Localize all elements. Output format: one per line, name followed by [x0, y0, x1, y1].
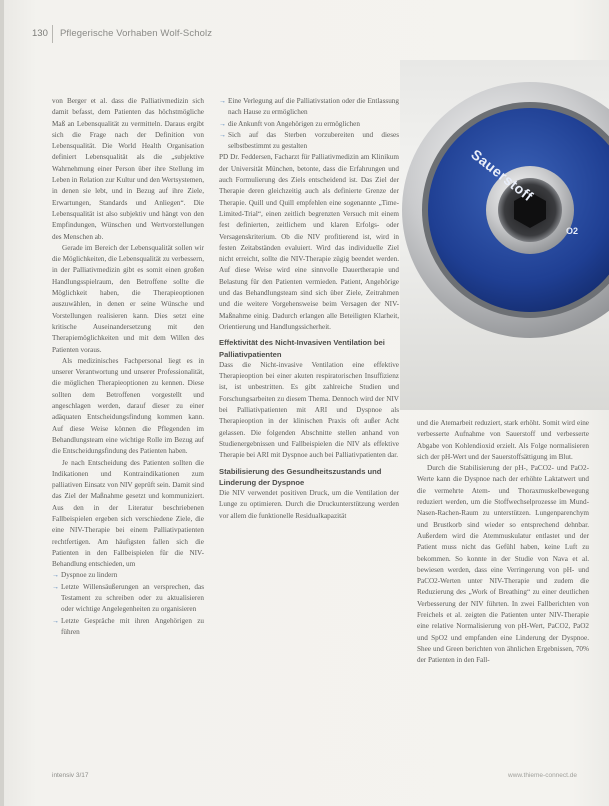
text-column-3	[417, 418, 589, 758]
header-divider	[52, 25, 53, 43]
page-header	[18, 28, 598, 42]
paragraph: von Berger et al. dass die Palliativmedizin sich damit befasst, dem Patienten das höchstmögliche Maß an Lebensqualität zu vermitteln. Daraus ergibt sich die Frage nach der Definition von Lebensqualität. Die World Health Organisation definiert Lebensqualität als die „subjektive Wahrnehmung einer Person über ihre Stellung im Leben in Relation zur Kultur und den Wertsystemen, in denen sie lebt, und in Bezug auf ihre Ziele, Erwartungen, Standards und Anliegen“. Die Lebensqualität ist also subjektiv und hängt von den Empfindungen, Wünschen und Wertvorstellungen des Menschen ab.	[52, 97, 204, 241]
goal-list-continued	[219, 96, 399, 152]
page-number: 130	[32, 28, 48, 39]
paragraph: Je nach Entscheidung des Patienten sollten die Indikationen und Kontraindikationen zum palliativen Einsatz von NIV geprüft sein. Damit sind das Ziel der Maßnahme gesetzt und kommuniziert. Aus den in der Literatur beschriebenen Fallbeispielen ergeben sich verschiedene Ziele, die eine NIV-Therapie bei einem Palliativpatienten rechtfertigen. Am häufigsten fallen sich die Patienten in den Fallbeispielen für die NIV-Behandlung entschieden, um	[52, 458, 204, 569]
list-item: → die Ankunft von Angehörigen zu ermöglichen	[219, 119, 399, 130]
oxygen-label: Sauerstoff	[468, 146, 537, 205]
page-gutter	[0, 0, 4, 806]
list-item: → Letzte Gespräche mit ihren Angehörigen zu führen	[52, 616, 204, 639]
paragraph: Durch die Stabilisierung der pH-, PaCO2- und PaO2-Werte kann die Dyspnoe nach der erhöhte Laktatwert und die vermehrte Atem- und Thoraxmuskelbewegung reduziert werden, um die Stoffwechselprozesse im Mund-Nasen-Rachen-Raum zu unterstützen. Lungenparenchym und Brustkorb sind wieder so entsprechend dehnbar. Außerdem wird die Atemmuskulatur entlastet und der Patient muss nicht das Gefühl haben, keine Luft zu bekommen. So konnte in der Studie von Nava et al. bewiesen werden, dass eine Verringerung von pH- und PaCO2-Werten unter NIV-Therapie und zudem die Reduzierung des „Work of Breathing“ zu einer deutlichen Verbesserung der NIV führten. In zwei Fallberichten von Freichels et al. zeigten die Patienten unter NIV-Therapie eine relative Normalisierung von pH-Wert, PaCO2, PaO2 und SpO2 und empfanden eine Linderung der Dyspnoe. Shee und Green berichten von ähnlichen Ergebnissen, 70% der Patienten in den Fall-	[417, 464, 589, 665]
website-footer: www.thieme-connect.de	[508, 772, 578, 779]
goal-list	[52, 570, 204, 638]
section-heading: Effektivität des Nicht-Invasiven Ventilation bei Palliativpatienten	[219, 338, 385, 359]
text-column-2	[219, 96, 399, 756]
text-column-1	[52, 96, 204, 756]
journal-footer: intensiv 3/17	[52, 772, 89, 779]
oxygen-sublabel: O2	[566, 226, 579, 236]
running-head: Pflegerische Vorhaben Wolf-Scholz	[60, 28, 213, 39]
list-item: → Dyspnoe zu lindern	[52, 570, 204, 581]
paragraph: Dass die Nicht-invasive Ventilation eine effektive Therapieoption bei einer akuten respiratorischen Insuffizienz ist, ist unbestritten. Es gibt zahlreiche Studien und Forschungsarbeiten zu diesem Thema. Dennoch wird der NIV bei Palliativpatienten mit ARI und Dyspnoe als Therapieoption in der klinischen Praxis oft außer Acht gelassen. Die folgenden Abschnitte stellen anhand von Studienergebnissen und Fallbeispielen die NIV als effektive Therapie bei ARI mit Dyspnoe auch bei Palliativpatienten dar.	[219, 360, 399, 460]
oxygen-outlet-photo	[400, 60, 609, 410]
paragraph: Als medizinisches Fachpersonal liegt es in unserer Verantwortung und unserer Professionalität, die möglichen Therapieoptionen zu kennen. Diese sollten dem Betroffenen vorgestellt und angeschlagen werden, darauf dieser zu einer adäquaten Entscheidungsfindung kommen kann. Auf diese Weise können die Pflegenden im Behandlungsteam eine wichtige Rolle im Bezug auf die Entscheidungsfindung des Patienten haben.	[52, 356, 204, 456]
paragraph: PD Dr. Feddersen, Facharzt für Palliativmedizin am Klinikum der Universität München, betonte, dass die Erfahrungen und auch Formulierung des Ziels entscheidend ist. Das Ziel der Therapie deren gleichzeitig auch als definierte Grenze der Therapie. Quill und Quill empfehlen eine sogenannte „Time-Limited-Trial“, einen zeitlich begrenzten Versuch mit einem fest definierten, zeitlichem und klaren Erfolgs- oder Versagenskriterium. Ob die NIV profitierend ist, wird in festen Zeitabständen evaluiert. Wird das individuelle Ziel nicht erreicht, sollte die NIV-Therapie zügig beendet werden. Auf diese Weise wird eine sinnvolle Dauertherapie und Belastung für den Patienten vermieden. Patient, Angehörige und das Behandlungsteam sind sich über Ziele, Zeitrahmen und die weitere Vorgehensweise beim Versagen der NIV-Maßnahme einig. Dadurch erlangen alle Beteiligten Klarheit, Orientierung und Handlungssicherheit.	[219, 153, 399, 331]
paragraph: und die Atemarbeit reduziert, stark erhöht. Somit wird eine verbesserte Aufnahme von Sauerstoff und verbesserte Abgabe von Kohlendioxid erzielt. Als Folge normalisieren sich der pH-Wert und der Sauerstoffsättigung im Blut.	[417, 419, 589, 461]
list-item: → Eine Verlegung auf die Palliativstation oder die Entlassung nach Hause zu ermöglichen	[219, 96, 399, 119]
paragraph: Gerade im Bereich der Lebensqualität sollen wir die Möglichkeiten, die Lebensqualität zu verbessern, in der Palliativmedizin gibt es somit einen großen Handlungsspielraum, den Betroffene sollte die Möglichkeit haben, die Therapieoptionen auszuwählen, in denen er seine Wünsche und Vorstellungen realisieren kann. Dies setzt eine kritische Auseinandersetzung mit den Therapiemöglichkeiten und mit dem Willen des Patienten voraus.	[52, 243, 204, 354]
section-heading: Stabilisierung des Gesundheitszustands und Linderung der Dyspnoe	[219, 466, 382, 487]
paragraph: Die NIV verwendet positiven Druck, um die Ventilation der Lunge zu optimieren. Durch die Druckunterstützung werden vor allem die funktionelle Residualkapazität	[219, 489, 399, 520]
list-item: → Sich auf das Sterben vorzubereiten und dieses selbstbestimmt zu gestalten	[219, 130, 399, 153]
list-item: → Letzte Willensäußerungen an versprechen, das Testament zu schreiben oder zu aktualisieren oder wichtige Angelegenheiten zu organisieren	[52, 582, 204, 616]
